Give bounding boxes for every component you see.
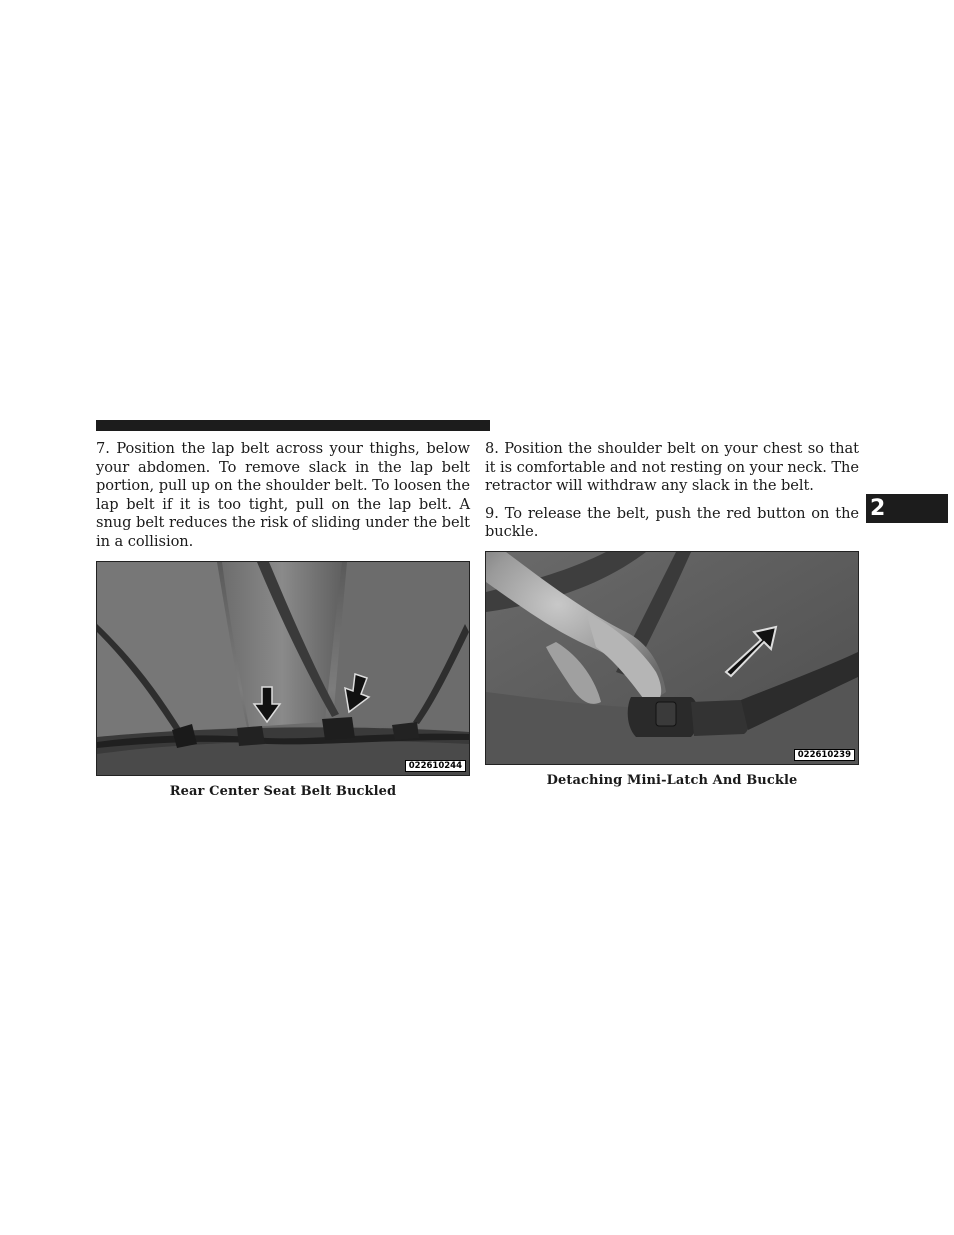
section-thumb-tab — [866, 494, 948, 523]
rear-center-seat-belt-illustration — [96, 561, 470, 776]
seat-belt-drawing — [97, 562, 469, 775]
left-column — [96, 440, 470, 799]
step-8-paragraph: 8. Position the shoulder belt on your chest so that it is comfortable and not resting on your neck. The retractor will withdraw any slack in the belt. — [485, 440, 859, 495]
detaching-buckle-illustration — [485, 551, 859, 765]
step-7-paragraph: 7. Position the lap belt across your thighs, below your abdomen. To remove slack in the lap belt portion, pull up on the shoulder belt. To loosen the lap belt if it is too tight, pull on the lap belt. A snug belt reduces the risk of sliding under the belt in a collision. — [96, 440, 470, 550]
figure-caption: Detaching Mini-Latch And Buckle — [546, 772, 798, 788]
figure-caption: Rear Center Seat Belt Buckled — [169, 783, 397, 799]
buckle-release-drawing — [486, 552, 858, 764]
figure-code-label: 022610239 — [794, 749, 855, 761]
right-column — [485, 440, 859, 788]
step-9-paragraph: 9. To release the belt, push the red button on the buckle. — [485, 504, 859, 541]
section-number: 2 — [870, 496, 886, 521]
figure-code-label: 022610244 — [405, 760, 466, 772]
section-header-rule — [96, 420, 490, 431]
